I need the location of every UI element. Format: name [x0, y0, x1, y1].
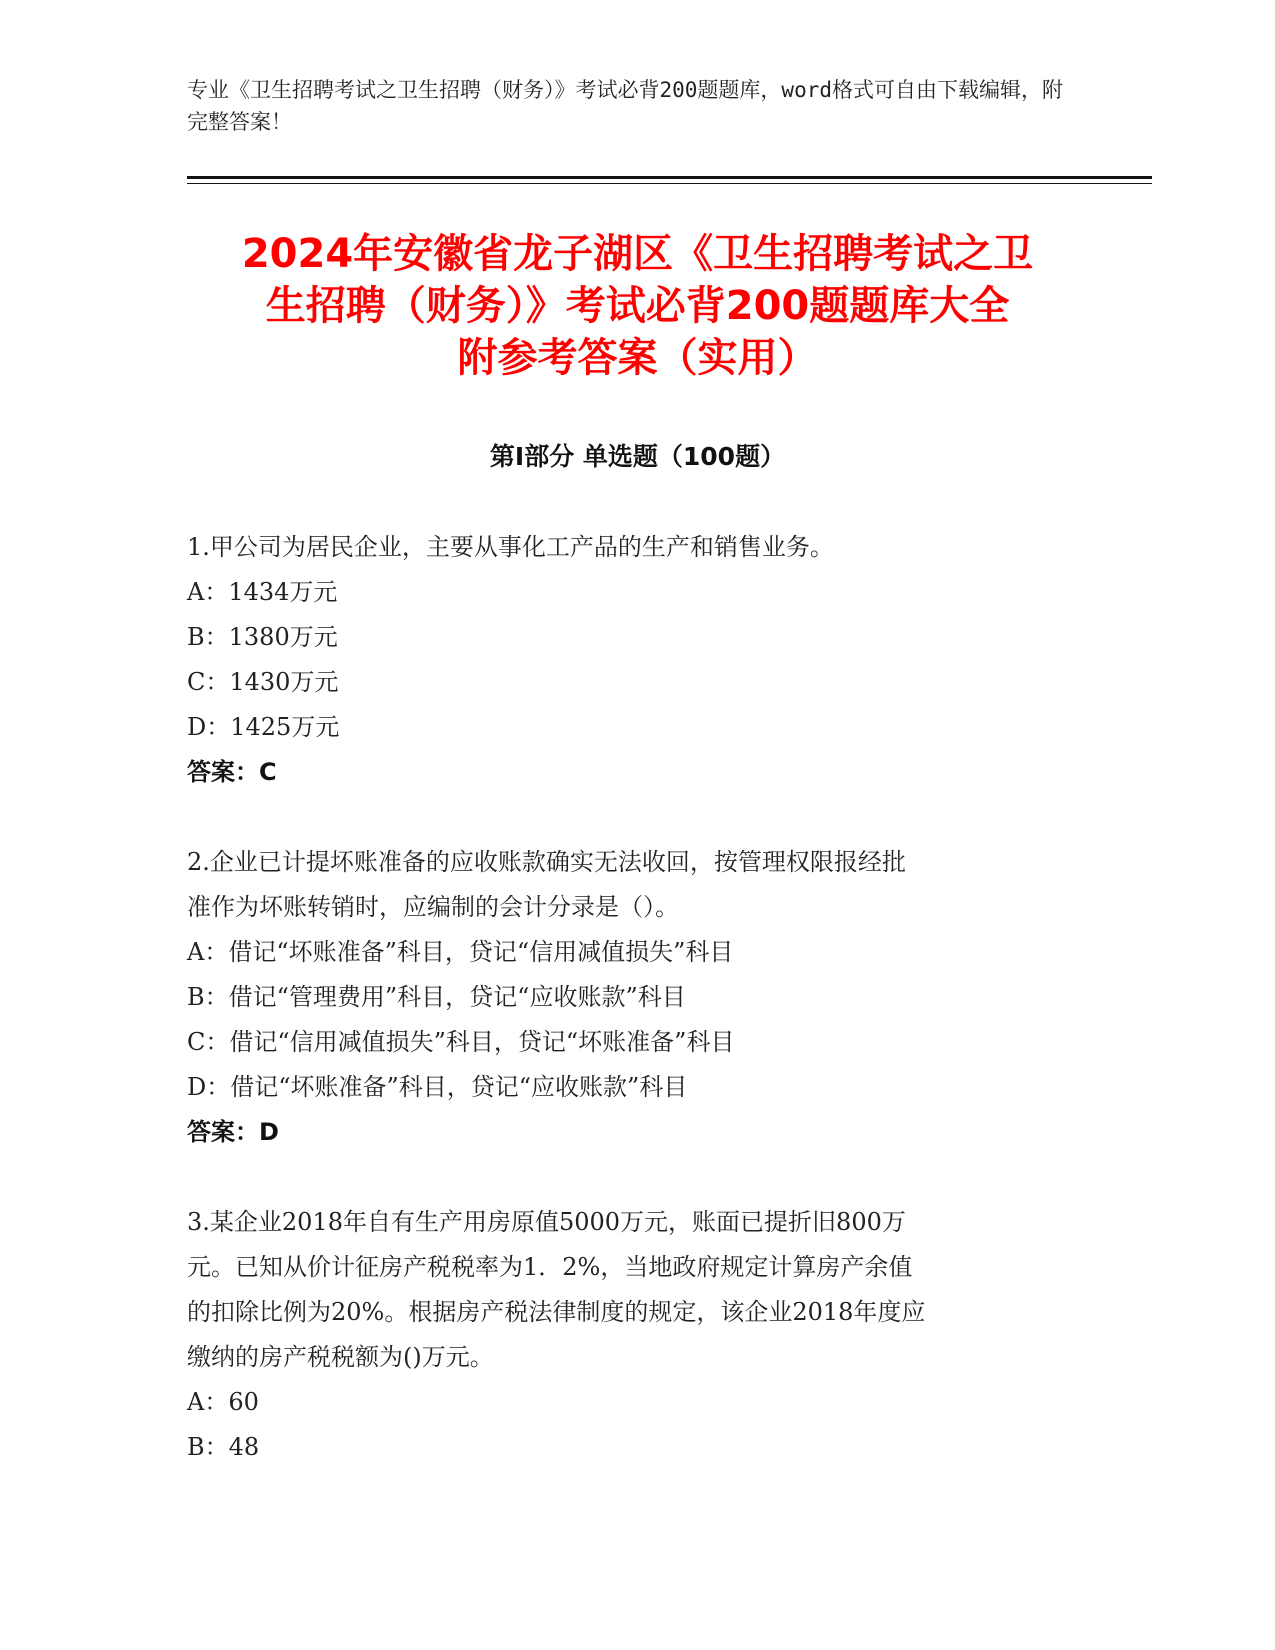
- option-a: A：60: [187, 1388, 259, 1416]
- question-text: 2.企业已计提坏账准备的应收账款确实无法收回，按管理权限报经批: [187, 848, 906, 876]
- question-text: 缴纳的房产税税额为()万元。: [187, 1343, 494, 1371]
- question-text: 的扣除比例为20%。根据房产税法律制度的规定，该企业2018年度应: [187, 1298, 926, 1326]
- option-c: C：借记“信用减值损失”科目，贷记“坏账准备”科目: [187, 1028, 735, 1056]
- question-3: [187, 1200, 1087, 1470]
- title-line-2: 生招聘（财务）》考试必背200题题库大全: [265, 283, 1010, 329]
- title-line-1: 2024年安徽省龙子湖区《卫生招聘考试之卫: [241, 231, 1034, 277]
- question-2: [187, 840, 1087, 1155]
- document-title: [160, 228, 1115, 384]
- title-line-3: 附参考答案（实用）: [457, 335, 818, 381]
- header-divider-thick: [187, 176, 1152, 179]
- question-text: 元。已知从价计征房产税税率为1．2%，当地政府规定计算房产余值: [187, 1253, 913, 1281]
- question-text: 1.甲公司为居民企业，主要从事化工产品的生产和销售业务。: [187, 533, 834, 561]
- header-divider-thin: [187, 183, 1152, 184]
- option-a: A：1434万元: [187, 578, 338, 606]
- option-d: D：借记“坏账准备”科目，贷记“应收账款”科目: [187, 1073, 688, 1101]
- answer: 答案：C: [187, 758, 277, 786]
- option-d: D：1425万元: [187, 713, 340, 741]
- question-text: 3.某企业2018年自有生产用房原值5000万元，账面已提折旧800万: [187, 1208, 906, 1236]
- option-b: B：48: [187, 1433, 260, 1461]
- section-title: 第Ⅰ部分 单选题（100题）: [489, 442, 786, 471]
- option-b: B：借记“管理费用”科目，贷记“应收账款”科目: [187, 983, 686, 1011]
- option-a: A：借记“坏账准备”科目，贷记“信用减值损失”科目: [187, 938, 734, 966]
- header-note: 专业《卫生招聘考试之卫生招聘（财务）》考试必背200题题库，word格式可自由下载编辑，附完整答案！: [187, 78, 1063, 134]
- question-text: 准作为坏账转销时，应编制的会计分录是（）。: [187, 893, 679, 921]
- question-1: [187, 525, 1087, 795]
- answer: 答案：D: [187, 1118, 279, 1146]
- option-c: C：1430万元: [187, 668, 339, 696]
- option-b: B：1380万元: [187, 623, 338, 651]
